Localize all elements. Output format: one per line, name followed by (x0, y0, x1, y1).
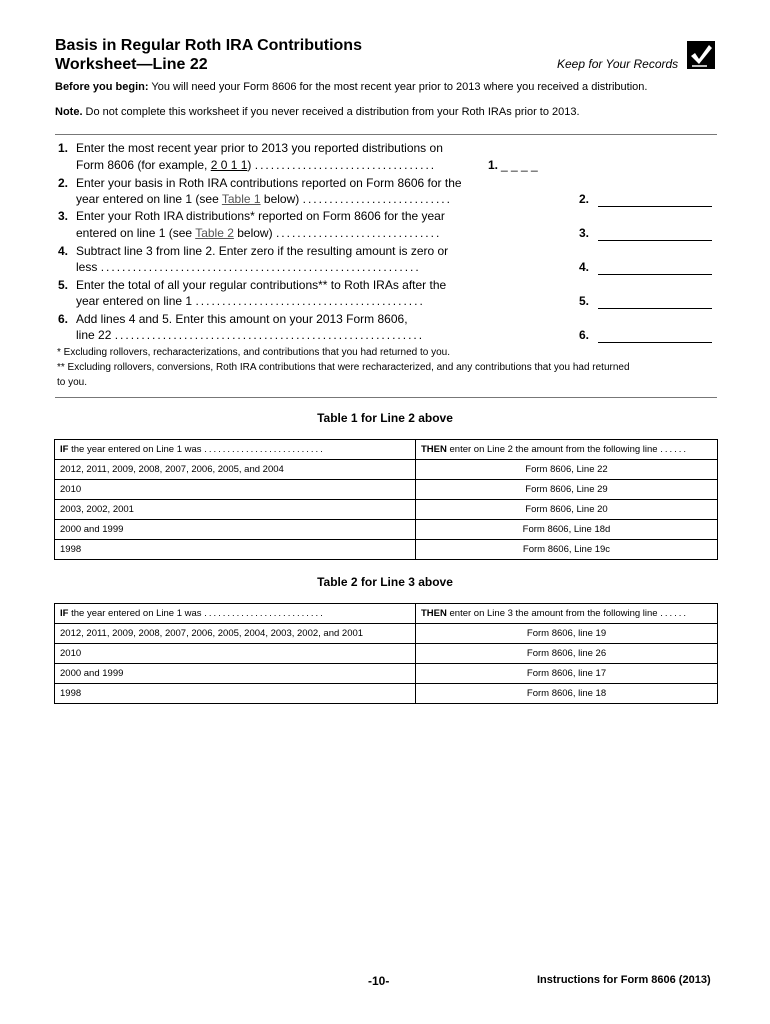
footnote-2: ** Excluding rollovers, conversions, Roth IRA contributions that were recharacterized, and any contributions that you had returned (57, 362, 630, 373)
table-cell-year: 2000 and 1999 (55, 664, 416, 684)
table-header-row (55, 440, 718, 460)
worksheet-page: Basis in Regular Roth IRA Contributions Worksheet—Line 22 Keep for Your Records Before you begin: You will need your Form 8606 for the most recent year prior to 2013 where you received a distribution. Note. Do not complete this worksheet if you never received a distribution from your Roth IRAs prior to 2013. 1. Enter the most recent year prior to 2013 you reported distributions on Form 8606 (for example, 2 0 1 1) .................................. 1. _ _ _ _ 2. Enter your basis in Roth IRA contributions reported on Form 8606 for the year entered on line 1 (see Table 1 below) ............................ 2. 3. Enter your Roth IRA distributions* reported on Form 8606 for the year entered on line 1 (see Table 2 below) ............................... 3. 4. Subtract line 3 from line 2. Enter zero if the resulting amount is zero or less ............................................................ 4. 5. Enter the total of all your regular contributions** to Roth IRAs after the year entered on line 1 ........................................... 5. 6. Add lines 4 and 5. Enter this amount on your 2013 Form 8606, line 22 .......................................................... 6. * Excluding rollovers, recharacterizations, and contributions that you had returned to you. ** Excluding rollovers, conversions, Roth IRA contributions that were recharacterized, and any contributions that you had returned to you. Table 1 for Line 2 above IF the year entered on Line 1 was .......................... THEN enter on Line 2 the amount from the following line ...... 2012, 2011, 2009, 2008, 2007, 2006, 2005, and 2004 Form 8606, Line 22 2010 Form 8606, Line 29 2003, 2002, 2001 Form 8606, Line 20 2000 and 1999 Form 8606, Line 18d 1998 Form 8606, Line 19c Table 2 for Line 3 above IF the year entered on Line 1 was .......................... THEN enter on Line 3 the amount from the following line ...... 2012, 2011, 2009, 2008, 2007, 2006, 2005, 2004, 2003, 2002, and 2001 Form 8606, line 19 2010 Form 8606, line 26 2000 and 1999 Form 8606, line 17 1998 Form 8606, line 18 -10- Instructions for Form 8606 (2013) (0, 0, 770, 1024)
table-row (55, 540, 718, 560)
table-cell-line: Form 8606, Line 29 (416, 480, 718, 500)
table-row (55, 644, 718, 664)
table-row (55, 624, 718, 644)
table-header-if: IF the year entered on Line 1 was .......................... (55, 604, 416, 624)
table-cell-year: 1998 (55, 540, 416, 560)
table-row (55, 460, 718, 480)
table-2 (54, 603, 718, 704)
table-header-if: IF the year entered on Line 1 was .......................... (55, 440, 416, 460)
table-header-then: THEN enter on Line 3 the amount from the following line ...... (416, 604, 718, 624)
footer-title: Instructions for Form 8606 (2013) (537, 974, 711, 986)
divider (55, 397, 717, 398)
table-cell-year: 2012, 2011, 2009, 2008, 2007, 2006, 2005, 2004, 2003, 2002, and 2001 (55, 624, 416, 644)
keep-records-label: Keep for Your Records (557, 57, 679, 71)
table-cell-year: 2012, 2011, 2009, 2008, 2007, 2006, 2005, and 2004 (55, 460, 416, 480)
table-2-link[interactable]: Table 2 (195, 226, 234, 240)
pencil-check-icon (687, 41, 715, 69)
line-5-answer[interactable] (598, 293, 712, 309)
footnote-1: * Excluding rollovers, recharacterizations, and contributions that you had returned to you. (57, 347, 450, 358)
table-row (55, 684, 718, 704)
page-subtitle: Worksheet—Line 22 (55, 56, 208, 73)
table-cell-line: Form 8606, Line 19c (416, 540, 718, 560)
table-header-row (55, 604, 718, 624)
table-cell-line: Form 8606, Line 20 (416, 500, 718, 520)
footnote-2-cont: to you. (57, 377, 88, 388)
line-2-answer[interactable] (598, 191, 712, 207)
table-cell-line: Form 8606, line 18 (416, 684, 718, 704)
note-text: Note. Do not complete this worksheet if you never received a distribution from your Roth IRAs prior to 2013. (55, 106, 580, 118)
line-3-answer[interactable] (598, 225, 712, 241)
table-cell-year: 1998 (55, 684, 416, 704)
table-cell-year: 2003, 2002, 2001 (55, 500, 416, 520)
page-title: Basis in Regular Roth IRA Contributions (55, 37, 362, 54)
table-cell-year: 2000 and 1999 (55, 520, 416, 540)
before-you-begin: Before you begin: You will need your Form 8606 for the most recent year prior to 2013 where you received a distribution. (55, 81, 648, 93)
line-1-year-blank[interactable]: _ _ _ _ (501, 158, 538, 172)
table-1-caption: Table 1 for Line 2 above (317, 411, 453, 425)
line-4-answer[interactable] (598, 259, 712, 275)
line-6-answer[interactable] (598, 327, 712, 343)
table-1 (54, 439, 718, 560)
table-row (55, 520, 718, 540)
table-1-link[interactable]: Table 1 (221, 192, 261, 206)
table-row (55, 500, 718, 520)
table-cell-line: Form 8606, line 26 (416, 644, 718, 664)
table-cell-line: Form 8606, line 17 (416, 664, 718, 684)
table-cell-year: 2010 (55, 480, 416, 500)
table-cell-year: 2010 (55, 644, 416, 664)
table-cell-line: Form 8606, Line 22 (416, 460, 718, 480)
table-row (55, 664, 718, 684)
table-2-caption: Table 2 for Line 3 above (317, 575, 453, 589)
table-cell-line: Form 8606, Line 18d (416, 520, 718, 540)
divider (55, 134, 717, 135)
table-cell-line: Form 8606, line 19 (416, 624, 718, 644)
table-header-then: THEN enter on Line 2 the amount from the following line ...... (416, 440, 718, 460)
table-row (55, 480, 718, 500)
page-number: -10- (368, 974, 390, 988)
